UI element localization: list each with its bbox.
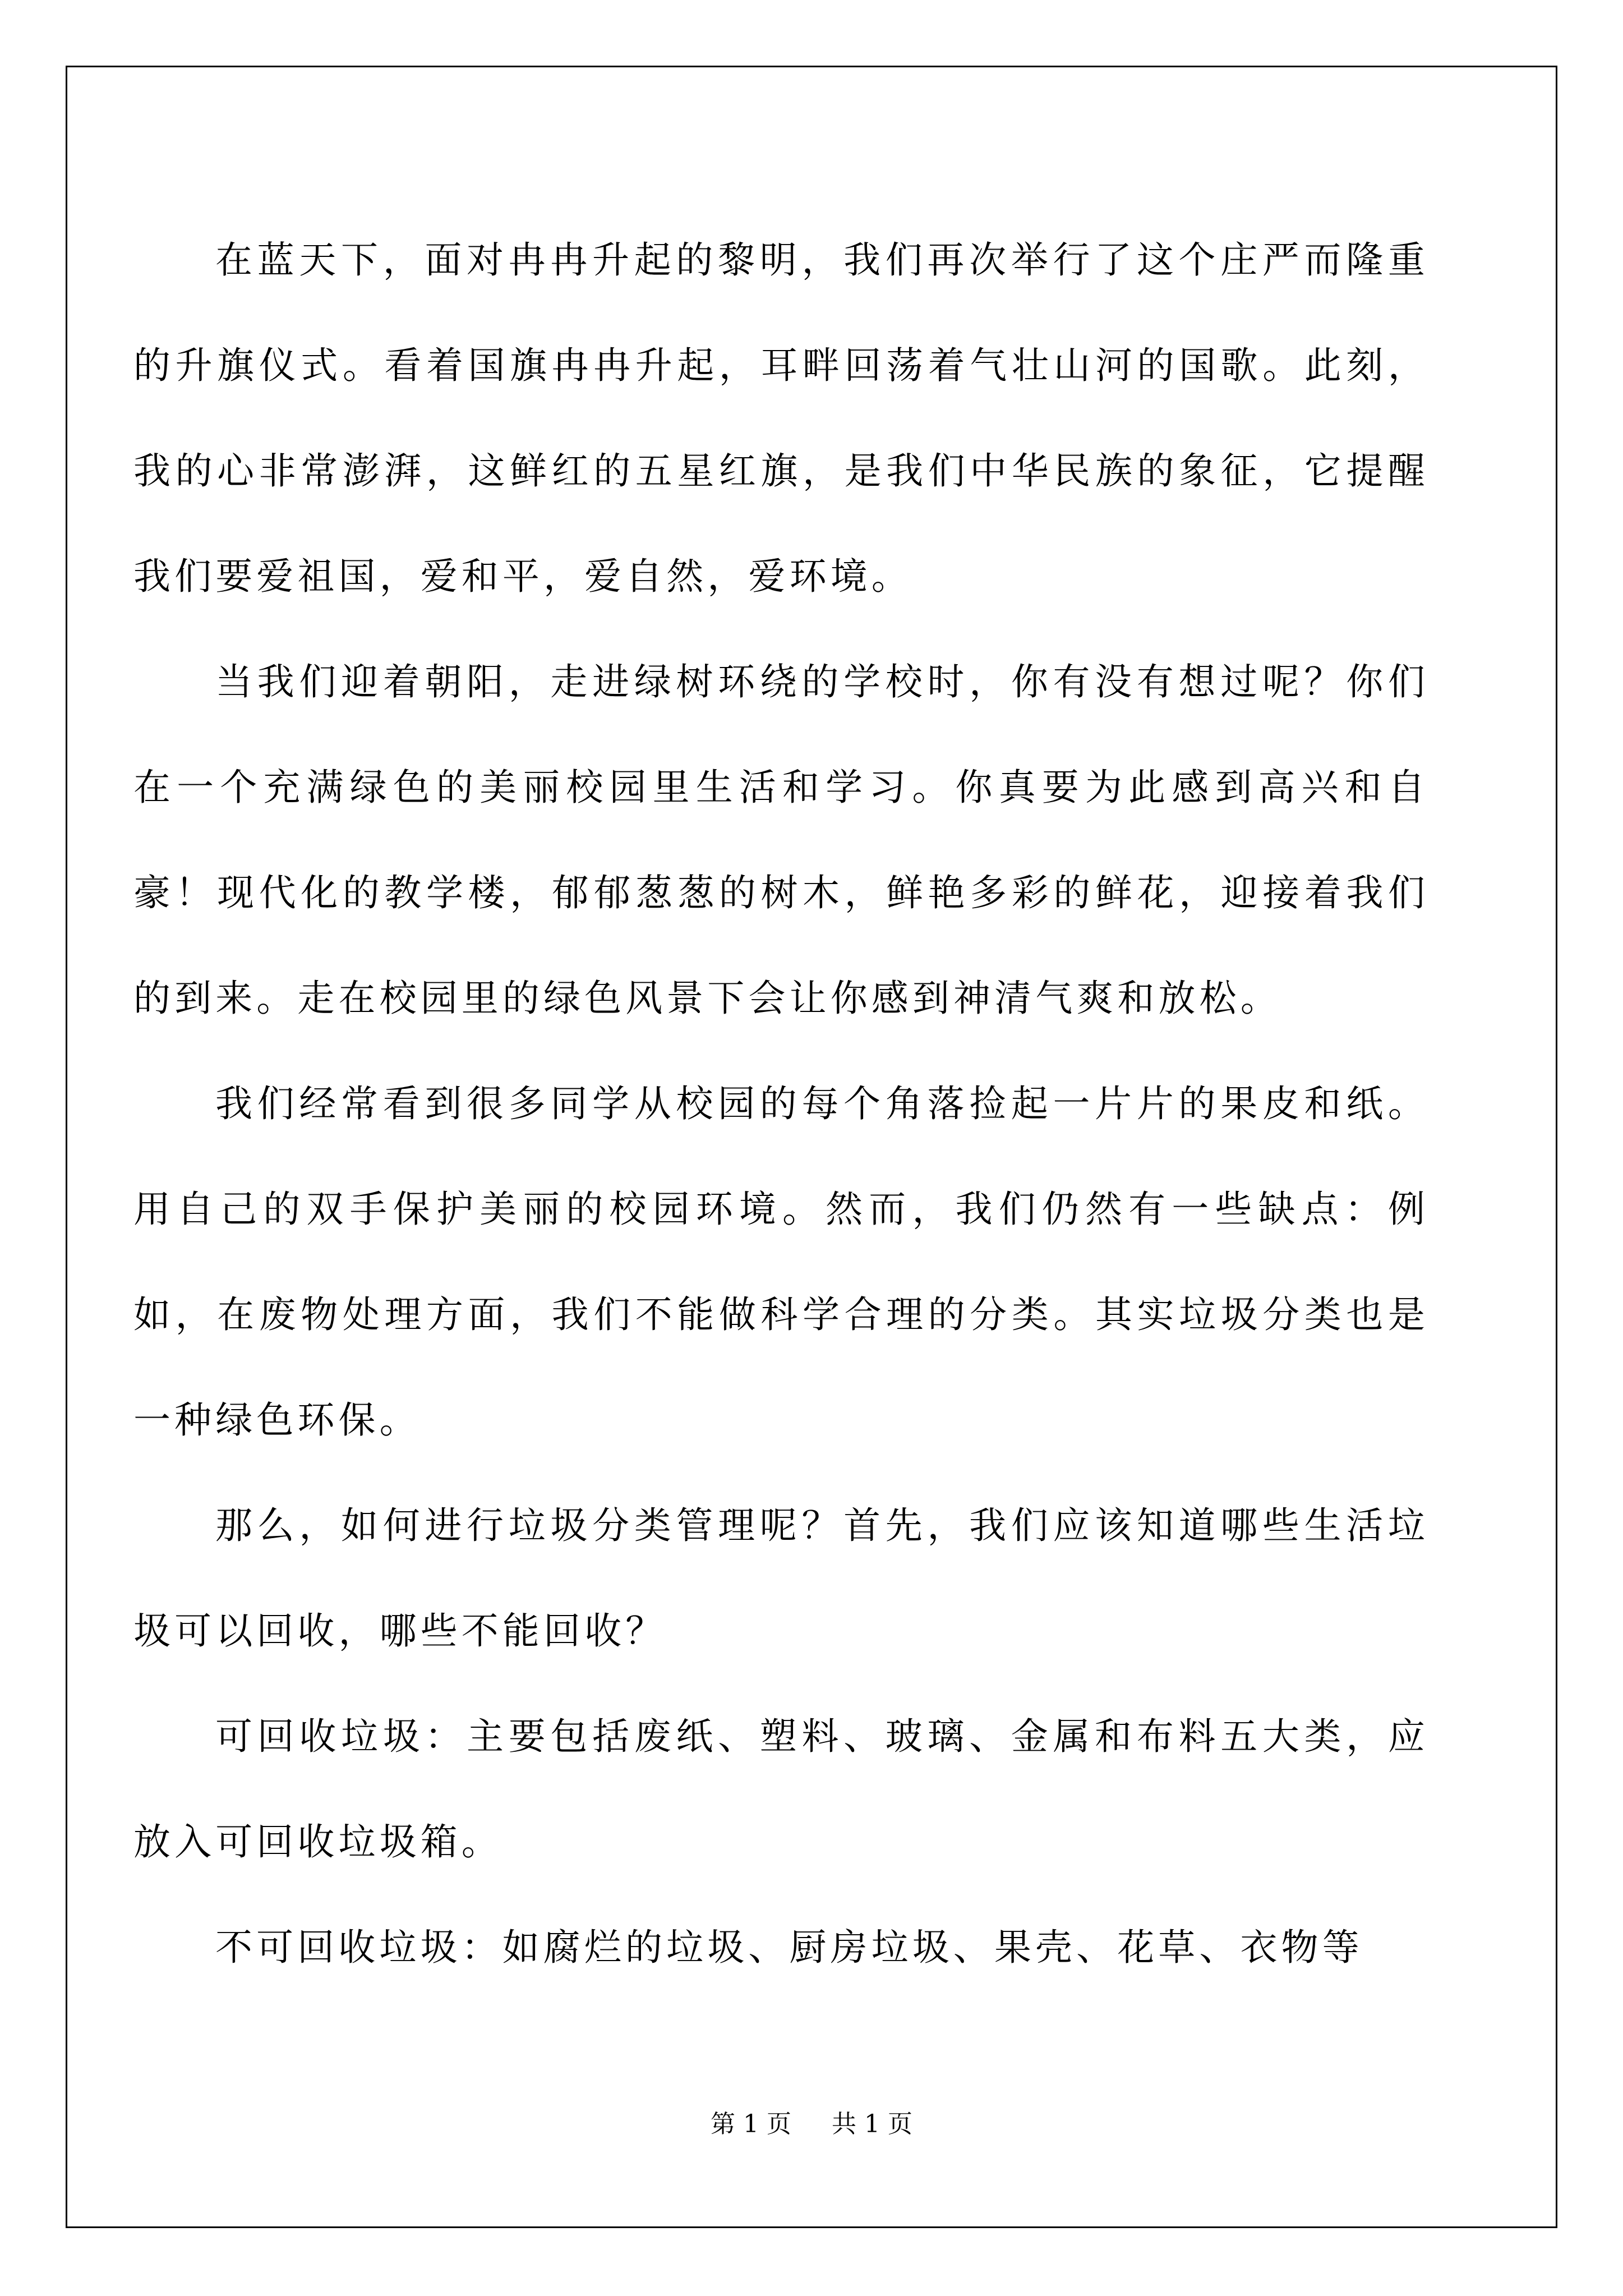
paragraph: 在蓝天下，面对冉冉升起的黎明，我们再次举行了这个庄严而隆重的升旗仪式。看着国旗冉冉升起，耳畔回荡着气壮山河的国歌。此刻，我的心非常澎湃，这鲜红的五星红旗，是我们中华民族的象征，它提醒我们要爱祖国，爱和平，爱自然，爱环境。 [133, 238, 1429, 598]
document-body [133, 208, 1429, 2000]
paragraph: 可回收垃圾：主要包括废纸、塑料、玻璃、金属和布料五大类，应放入可回收垃圾箱。 [133, 1715, 1429, 1864]
paragraph: 不可回收垃圾：如腐烂的垃圾、厨房垃圾、果壳、花草、衣物等 [215, 1926, 1363, 1969]
page-footer [0, 2104, 1623, 2139]
paragraph: 当我们迎着朝阳，走进绿树环绕的学校时，你有没有想过呢？你们在一个充满绿色的美丽校园里生活和学习。你真要为此感到高兴和自豪！现代化的教学楼，郁郁葱葱的树木，鲜艳多彩的鲜花，迎接着我们的到来。走在校园里的绿色风景下会让你感到神清气爽和放松。 [133, 660, 1429, 1020]
page-number: 第 1 页 [711, 2110, 791, 2138]
paragraph: 那么，如何进行垃圾分类管理呢？首先，我们应该知道哪些生活垃圾可以回收，哪些不能回收？ [133, 1504, 1429, 1653]
page-total: 共 1 页 [832, 2110, 912, 2138]
paragraph: 我们经常看到很多同学从校园的每个角落捡起一片片的果皮和纸。用自己的双手保护美丽的校园环境。然而，我们仍然有一些缺点：例如，在废物处理方面，我们不能做科学合理的分类。其实垃圾分类也是一种绿色环保。 [133, 1082, 1429, 1442]
